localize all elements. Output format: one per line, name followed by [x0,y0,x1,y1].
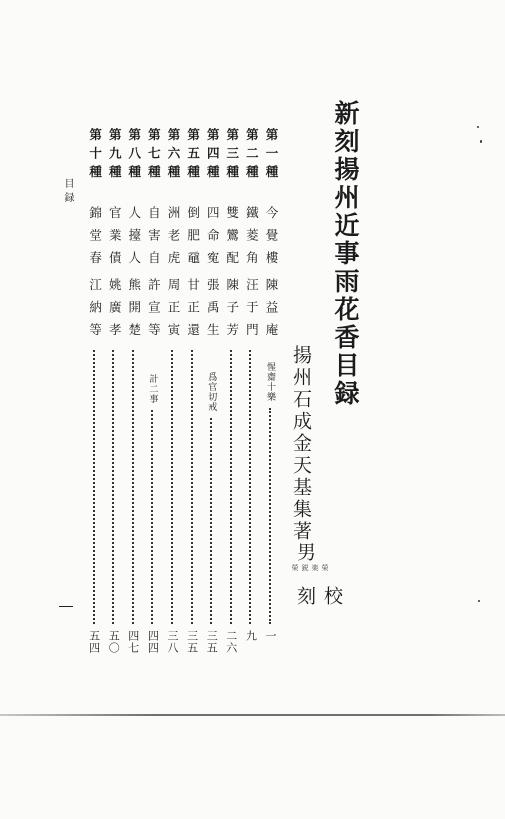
entry-page-number: 一 [264,630,277,642]
leader-dots [210,418,212,624]
leader-dots [93,350,95,624]
entry-page-number: 二六 [224,630,238,654]
entry-page-number: 五四 [87,630,101,654]
leader-dots [132,350,134,624]
entry-ordinal: 第四種 [205,128,221,184]
sheet-number [59,606,73,607]
entry-title: 四命寃 [205,206,221,274]
entry-title: 自害自 [146,206,162,274]
entry-ordinal: 第五種 [185,128,201,184]
entry-ordinal: 第七種 [146,128,162,184]
entry-subtitle: 熊開楚 [126,278,142,346]
entry-page-number: 九 [244,630,258,642]
entry-subtitle: 陳子芳 [224,278,240,346]
entry-title: 人擡人 [126,206,142,274]
leader-dots [151,410,153,624]
ink-speck [478,600,480,602]
entry-page-number: 四七 [126,630,140,654]
entry-note: 爲官切戒 [206,372,217,412]
entry-page-number: 三八 [166,630,179,654]
entry-ordinal: 第六種 [166,128,181,184]
entry-ordinal: 第三種 [224,128,240,184]
entry-title: 官業債 [107,206,123,274]
contents-entry [105,128,123,658]
leader-dots [171,350,173,624]
leader-dots [249,350,251,624]
entry-subtitle: 汪于門 [244,278,260,346]
entry-note: 計二事 [147,374,158,404]
contents-entry [223,128,241,658]
entry-subtitle: 甘正還 [185,278,201,346]
contents-entry [262,128,280,658]
entry-page-number: 三五 [185,630,199,654]
contents-entry [184,128,202,658]
entry-title: 倒肥黿 [185,206,201,274]
son-label: 男 [294,542,316,561]
entry-ordinal: 第九種 [107,128,123,184]
son-names: 榮楽 鋭榮 [291,564,329,572]
collate-label: 校刻 [294,586,343,608]
entry-subtitle: 江納等 [87,278,103,346]
contents-entry [86,128,104,658]
book-title: 新刻揚州近事雨花香目録 [331,100,360,408]
entry-subtitle: 姚廣孝 [107,278,123,346]
contents-entry [125,128,143,658]
contents-entry [203,128,221,658]
entry-title: 雙鸞配 [224,206,240,274]
entry-subtitle: 陳益庵 [264,278,279,346]
author-line: 揚州石成金天基集著 [290,345,312,543]
contents-entry [242,128,260,658]
entry-ordinal: 第八種 [126,128,142,184]
leader-dots [269,408,271,624]
entry-subtitle: 周正寅 [166,278,181,346]
entry-page-number: 三五 [205,630,219,654]
leader-dots [191,350,193,624]
leader-dots [230,350,232,624]
entry-title: 洲老虎 [166,206,181,274]
margin-label: 目録 [62,178,73,206]
contents-entry [144,128,162,658]
entry-subtitle: 張禹生 [205,278,221,346]
entry-title: 鐵菱角 [244,206,260,274]
entry-page-number: 四四 [146,630,160,654]
contents-entry [164,128,182,658]
entry-title: 錦堂春 [87,206,103,274]
entry-ordinal: 第十種 [87,128,103,184]
entry-title: 今覺樓 [264,206,279,274]
entry-ordinal: 第一種 [264,128,279,184]
leader-dots [112,350,114,624]
entry-ordinal: 第二種 [244,128,260,184]
entry-subtitle: 許宣等 [146,278,162,346]
ink-speck [477,126,479,128]
ink-speck [480,140,482,143]
page-fold-line [0,714,505,716]
entry-note: 惺齋十樂 [265,362,275,402]
entry-page-number: 五〇 [107,630,121,654]
